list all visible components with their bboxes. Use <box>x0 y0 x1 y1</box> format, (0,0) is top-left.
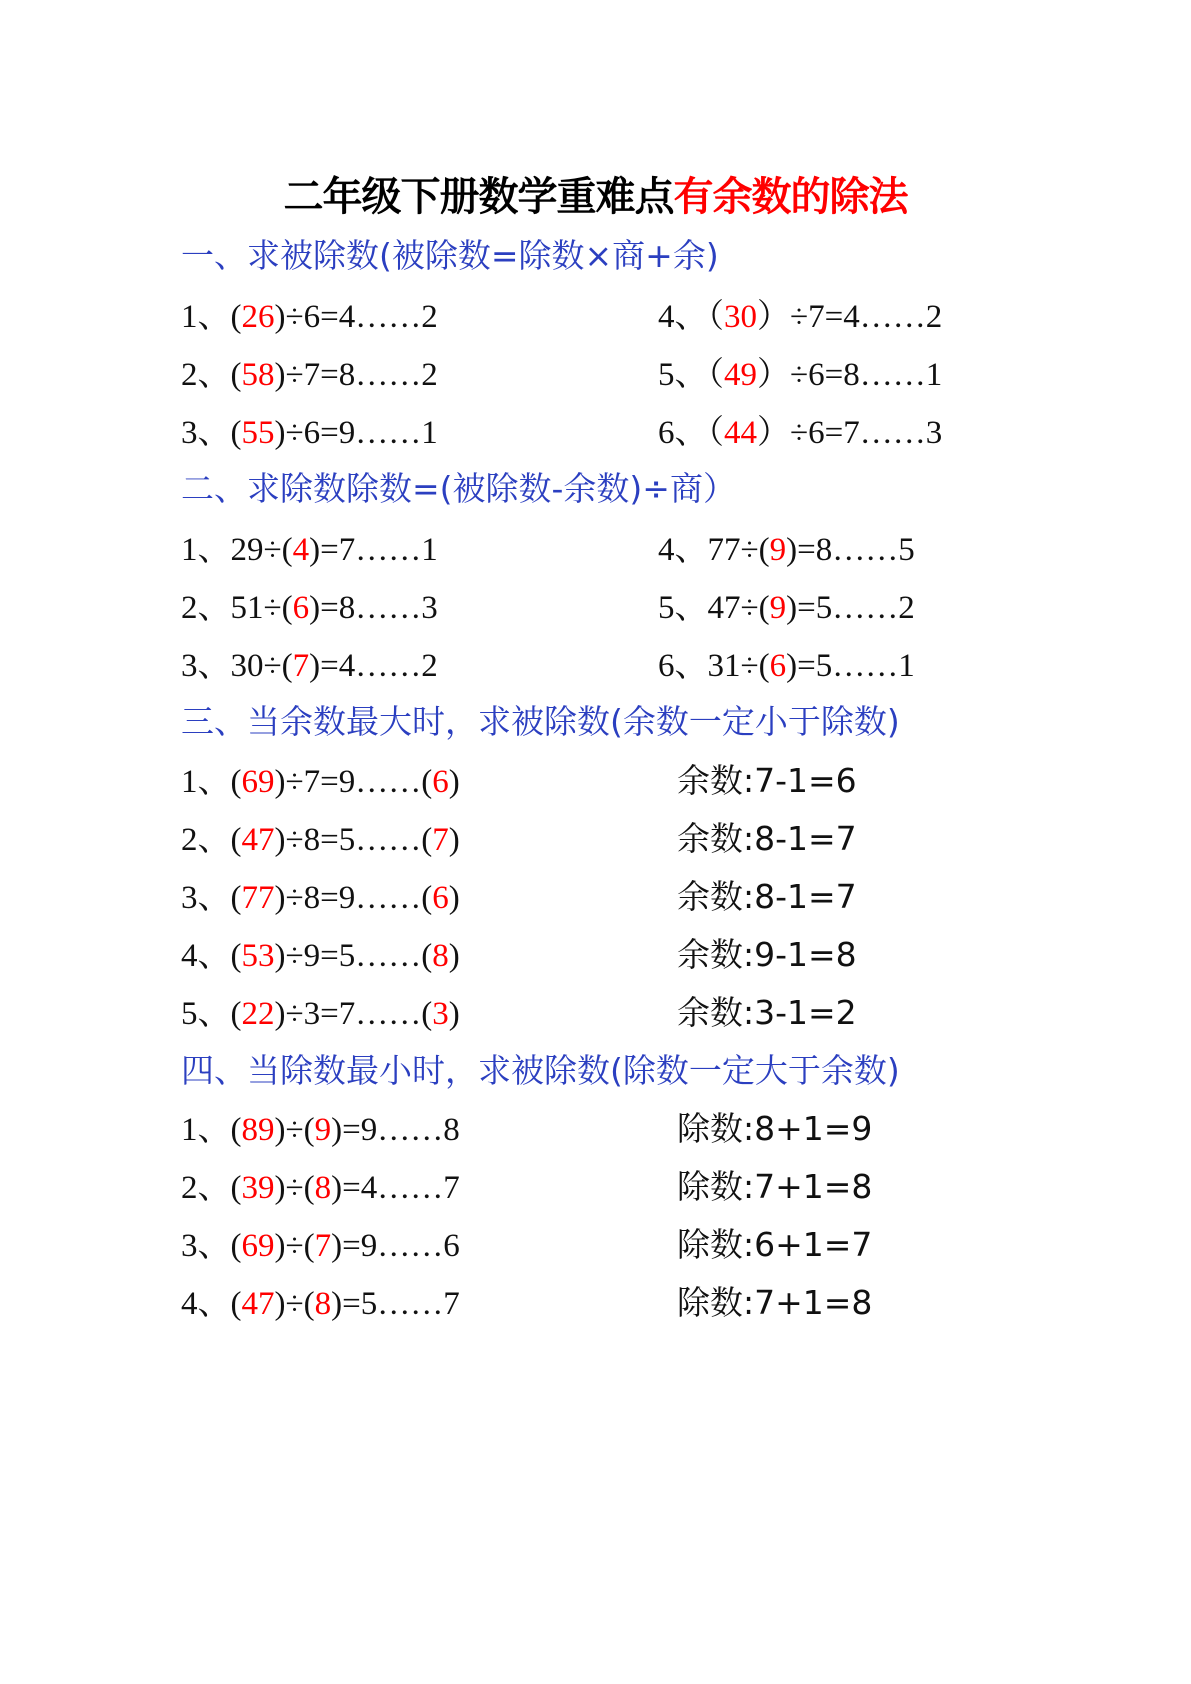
problem-2-6: 6、31÷(6)=5……1 <box>658 648 915 684</box>
problem-2-3: 3、30÷(7)=4……2 <box>181 648 438 684</box>
problem-1-4: 4、（30）÷7=4……2 <box>658 299 943 335</box>
note-4-1: 除数:8+1=9 <box>677 1109 873 1148</box>
section-2-heading: 二、求除数除数=(被除数-余数)÷商） <box>181 469 736 508</box>
problem-2-5: 5、47÷(9)=5……2 <box>658 590 915 626</box>
note-4-4: 除数:7+1=8 <box>677 1283 873 1322</box>
problem-1-5: 5、（49）÷6=8……1 <box>658 357 943 393</box>
answer: 9 <box>769 590 787 626</box>
problem-2-1: 1、29÷(4)=7……1 <box>181 532 438 568</box>
problem-4-2: 2、(39)÷(8)=4……7 <box>181 1170 460 1206</box>
answer: 49 <box>724 357 757 393</box>
note-3-5: 余数:3-1=2 <box>677 993 857 1032</box>
answer: 7 <box>292 648 310 684</box>
problem-1-1: 1、(26)÷6=4……2 <box>181 299 438 335</box>
problem-3-2: 2、(47)÷8=5……(7) <box>181 822 460 858</box>
title-topic: 有余数的除法 <box>673 174 908 220</box>
note-3-2: 余数:8-1=7 <box>677 819 857 858</box>
problem-3-1: 1、(69)÷7=9……(6) <box>181 764 460 800</box>
answer: 4 <box>292 532 310 568</box>
problem-1-2: 2、(58)÷7=8……2 <box>181 357 438 393</box>
note-3-1: 余数:7-1=6 <box>677 761 857 800</box>
page-title <box>0 165 1191 222</box>
answer: 55 <box>241 415 275 451</box>
title-main: 二年级下册数学重难点 <box>283 174 674 220</box>
answer: 30 <box>724 299 757 335</box>
note-3-4: 余数:9-1=8 <box>677 935 857 974</box>
section-1-heading: 一、求被除数(被除数=除数×商+余) <box>181 236 719 275</box>
problem-4-1: 1、(89)÷(9)=9……8 <box>181 1112 460 1148</box>
answer: 6 <box>292 590 310 626</box>
problem-2-2: 2、51÷(6)=8……3 <box>181 590 438 626</box>
problem-3-4: 4、(53)÷9=5……(8) <box>181 938 460 974</box>
problem-2-4: 4、77÷(9)=8……5 <box>658 532 915 568</box>
answer: 58 <box>241 357 275 393</box>
problem-1-6: 6、（44）÷6=7……3 <box>658 415 943 451</box>
problem-1-3: 3、(55)÷6=9……1 <box>181 415 438 451</box>
note-4-2: 除数:7+1=8 <box>677 1167 873 1206</box>
section-4-heading: 四、当除数最小时，求被除数(除数一定大于余数) <box>181 1051 900 1090</box>
problem-4-4: 4、(47)÷(8)=5……7 <box>181 1286 460 1322</box>
problem-4-3: 3、(69)÷(7)=9……6 <box>181 1228 460 1264</box>
problem-3-5: 5、(22)÷3=7……(3) <box>181 996 460 1032</box>
section-3-heading: 三、当余数最大时，求被除数(余数一定小于除数) <box>181 702 900 741</box>
answer: 9 <box>769 532 787 568</box>
problem-3-3: 3、(77)÷8=9……(6) <box>181 880 460 916</box>
answer: 6 <box>769 648 787 684</box>
note-4-3: 除数:6+1=7 <box>677 1225 873 1264</box>
answer: 26 <box>241 299 275 335</box>
note-3-3: 余数:8-1=7 <box>677 877 857 916</box>
answer: 44 <box>724 415 757 451</box>
